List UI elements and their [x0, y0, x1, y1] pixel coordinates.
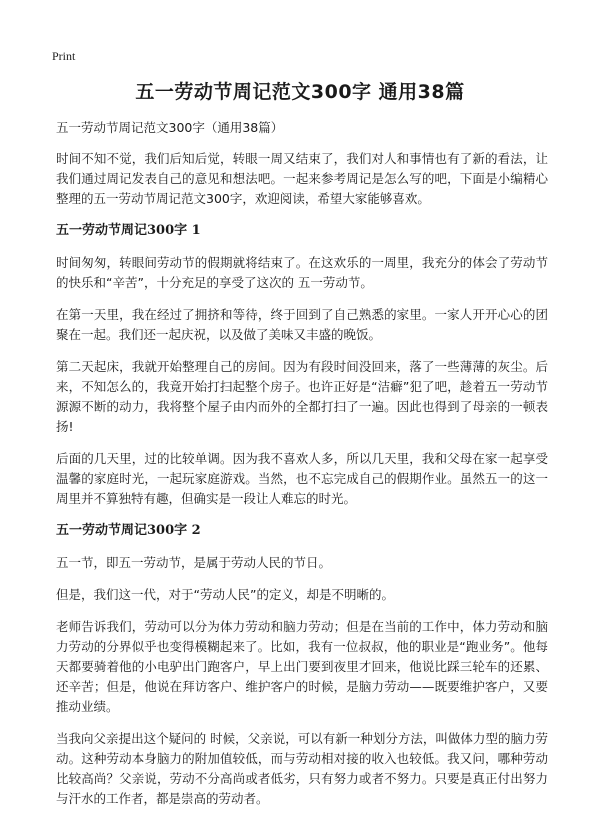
intro-paragraph: 时间不知不觉，我们后知后觉，转眼一周又结束了，我们对人和事情也有了新的看法，让我们通过周记发表自己的意见和想法吧。一起来参考周记是怎么写的吧，下面是小编精心整理的五一劳动节周记范文300字，欢迎阅读，希望大家能够喜欢。: [56, 151, 548, 206]
article-body: [56, 118, 548, 821]
section-heading: 五一劳动节周记300字 2: [56, 523, 201, 538]
paragraph: 当我向父亲提出这个疑问的 时候，父亲说，可以有新一种划分方法，叫做体力型的脑力劳动。这种劳动本身脑力的附加值较低，而与劳动相对接的收入也较低。我又问，哪种劳动比较高尚？父亲说，劳动不分高尚或者低劣，只有努力或者不努力。只要是真正付出努力与汗水的工作者，都是崇高的劳动者。: [56, 731, 548, 806]
print-link[interactable]: Print: [52, 49, 76, 63]
page-title: 五一劳动节周记范文300字 通用38篇: [135, 81, 465, 103]
paragraph: 时间匆匆，转眼间劳动节的假期就将结束了。在这欢乐的一周里，我充分的体会了劳动节的快乐和“辛苦”，十分充足的享受了这次的 五一劳动节。: [56, 255, 548, 290]
paragraph: 但是，我们这一代，对于“劳动人民”的定义，却是不明晰的。: [56, 587, 394, 602]
section-heading: 五一劳动节周记300字 1: [56, 223, 201, 238]
paragraph: 后面的几天里，过的比较单调。因为我不喜欢人多，所以几天里，我和父母在家一起享受温馨的家庭时光，一起玩家庭游戏。当然，也不忘完成自己的假期作业。虽然五一的这一周里并不算独特有趣，但确实是一段让人难忘的时光。: [56, 451, 548, 506]
article-subtitle: 五一劳动节周记范文300字（通用38篇）: [56, 120, 284, 135]
paragraph: 在第一天里，我在经过了拥挤和等待，终于回到了自己熟悉的家里。一家人开开心心的团聚在一起。我们还一起庆祝，以及做了美味又丰盛的晚饭。: [56, 307, 548, 342]
paragraph: 老师告诉我们，劳动可以分为体力劳动和脑力劳动；但是在当前的工作中，体力劳动和脑力劳动的分界似乎也变得模糊起来了。比如，我有一位叔叔，他的职业是“跑业务”。他每天都要骑着他的小电驴出门跑客户，早上出门要到夜里才回来，他说比踩三轮车的还累、还辛苦；但是，他说在拜访客户、维护客户的时候，是脑力劳动——既要维护客户，又要推动业绩。: [56, 619, 548, 714]
paragraph: 第二天起床，我就开始整理自己的房间。因为有段时间没回来，落了一些薄薄的灰尘。后来，不知怎么的，我竟开始打扫起整个房子。也许正好是“洁癖”犯了吧，趁着五一劳动节源源不断的动力，我将整个屋子由内而外的全都打扫了一遍。因此也得到了母亲的一顿表扬!: [56, 359, 548, 434]
paragraph: 五一节，即五一劳动节，是属于劳动人民的节日。: [56, 555, 332, 570]
